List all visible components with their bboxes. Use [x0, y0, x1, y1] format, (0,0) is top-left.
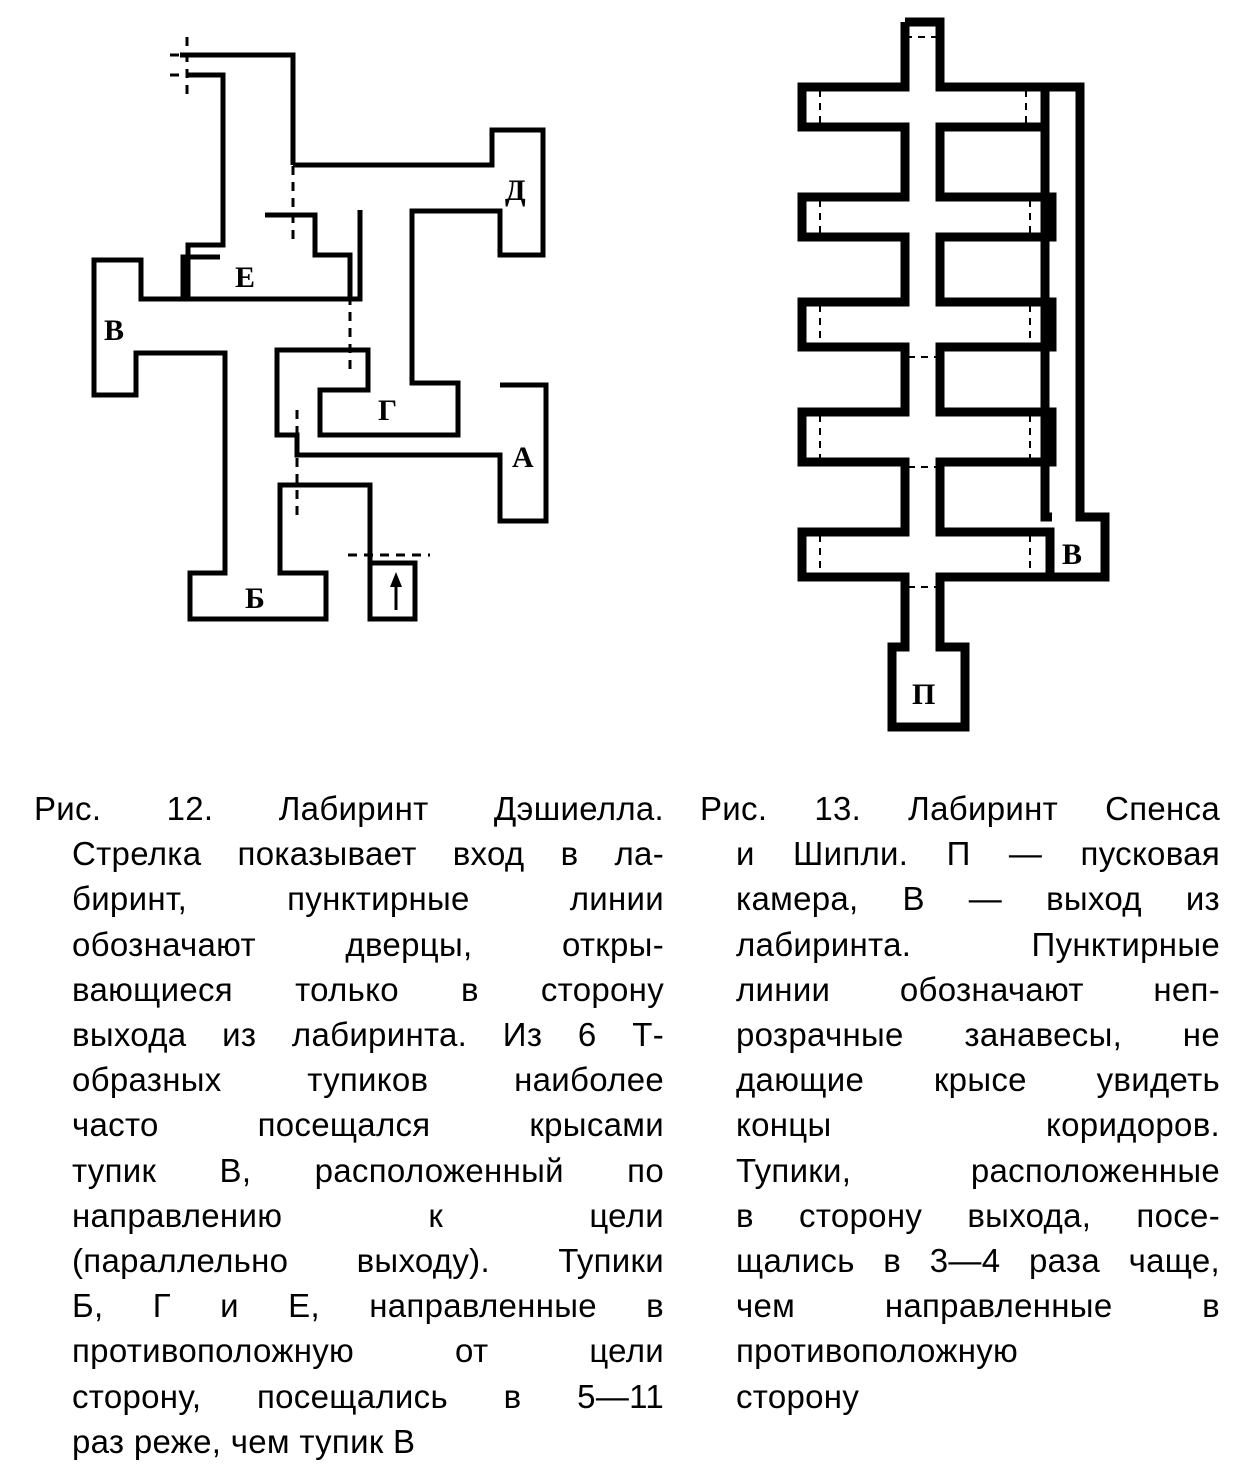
caption-line: сторону, посещались в 5—11 [72, 1377, 664, 1415]
figure-13-spence-shipley-maze [790, 12, 1130, 737]
figure-12-dashiell-maze [80, 15, 560, 635]
figure-12-caption [34, 786, 664, 1464]
entrance-arrow [390, 572, 402, 610]
maze-outer-wall-left [94, 75, 415, 619]
dashiell-maze-diagram [80, 15, 560, 635]
caption-line: лабиринта. Пунктирные [736, 925, 1220, 963]
caption-line: Рис. 12. Лабиринт Дэшиелла. [34, 790, 664, 827]
maze-walls [802, 22, 1105, 727]
caption-line: вающиеся только в сторону [72, 970, 664, 1008]
maze-label-exit: В [1062, 538, 1083, 571]
caption-line: концы коридоров. [736, 1106, 1220, 1144]
caption-line: направлению к цели [72, 1196, 664, 1234]
caption-line: и Шипли. П — пусковая [736, 835, 1220, 873]
spence-shipley-maze-diagram [790, 12, 1130, 737]
caption-line: раз реже, чем тупик В [72, 1422, 416, 1460]
caption-line: сторону [736, 1377, 860, 1415]
caption-line: биринт, пунктирные линии [72, 880, 664, 918]
caption-line: (параллельно выходу). Тупики [72, 1242, 664, 1280]
caption-line: образных тупиков наиболее [72, 1061, 664, 1099]
caption-line: часто посещался крысами [72, 1106, 664, 1144]
caption-line: камера, В — выход из [736, 880, 1220, 918]
caption-line: щались в 3—4 раза чаще, [736, 1242, 1220, 1280]
maze-walls [94, 55, 546, 619]
caption-line: противоположную от цели [72, 1332, 664, 1370]
maze-top-wall [180, 55, 293, 165]
caption-line: в сторону выхода, посе- [736, 1196, 1220, 1234]
caption-line: Тупики, расположенные [736, 1151, 1220, 1189]
maze-label-a: А [512, 441, 534, 474]
caption-line: дающие крысе увидеть [736, 1061, 1220, 1099]
maze-label-g: Г [378, 394, 398, 427]
maze-label-start: П [912, 678, 936, 711]
caption-line: розрачные занавесы, не [736, 1016, 1220, 1054]
maze-entrance-right [370, 563, 415, 619]
caption-line: выхода из лабиринта. Из 6 Т- [72, 1016, 664, 1054]
maze-return-corridor-outer [940, 87, 1105, 577]
maze-label-b: Б [245, 582, 265, 615]
caption-line: Б, Г и Е, направленные в [72, 1287, 664, 1325]
caption-line: Рис. 13. Лабиринт Спенса [700, 790, 1220, 827]
caption-line: Стрелка показывает вход в ла- [72, 835, 664, 873]
caption-line: чем направленные в [736, 1287, 1220, 1325]
maze-label-e: Е [235, 261, 256, 294]
maze-label-d: Д [505, 174, 526, 207]
caption-line: противоположную [736, 1332, 1019, 1370]
figure-13-caption [700, 786, 1220, 1419]
maze-label-v: В [104, 314, 125, 347]
maze-doors [170, 37, 430, 555]
maze-spine-wall [802, 22, 1052, 727]
caption-line: линии обозначают неп- [736, 970, 1220, 1008]
caption-line: обозначают дверцы, откры- [72, 925, 664, 963]
maze-curtains [820, 37, 1030, 587]
caption-line: тупик В, расположенный по [72, 1151, 664, 1189]
